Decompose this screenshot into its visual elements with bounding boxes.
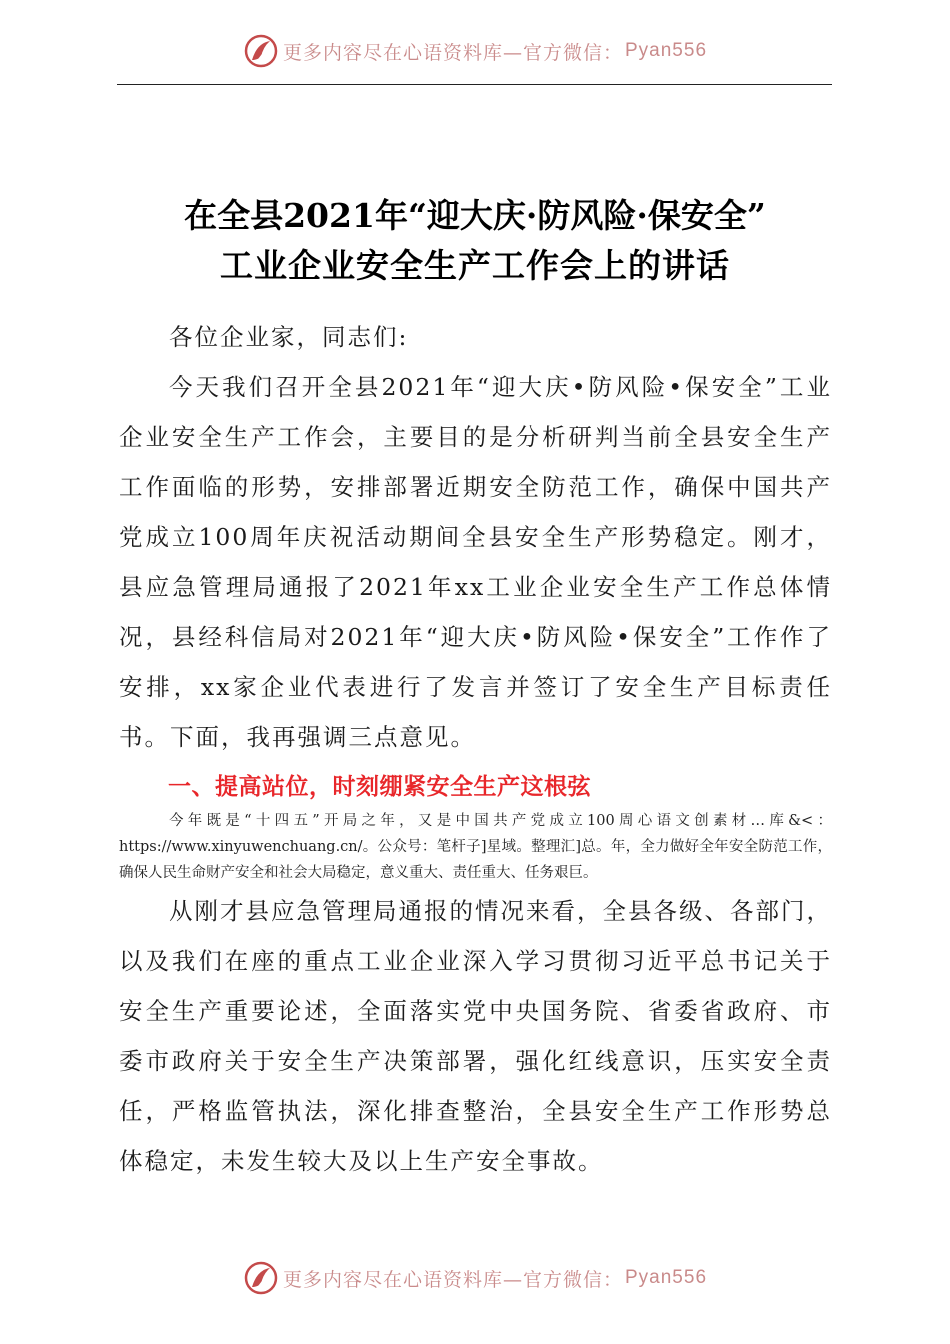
brand-logo-icon: [243, 33, 279, 69]
watermark-text: 更多内容尽在心语资料库—官方微信：: [282, 1268, 623, 1291]
footer-watermark: [0, 1253, 950, 1303]
watermark-wechat: Pyan556: [625, 1267, 708, 1288]
document-title-line1: 在全县2021年“迎大庆·防风险·保安全”: [184, 196, 766, 235]
paragraph-intro: 今天我们召开全县2021年“迎大庆•防风险•保安全”工业企业安全生产工作会，主要目的是分析研判当前全县安全生产工作面临的形势，安排部署近期安全防范工作，确保中国共产党成立100周年庆祝活动期间全县安全生产形势稳定。刚才，县应急管理局通报了2021年xx工业企业安全生产工作总体情况，县经科信局对2021年“迎大庆•防风险•保安全”工作作了安排，xx家企业代表进行了发言并签订了安全生产目标责任书。下面，我再强调三点意见。: [119, 373, 832, 751]
header-rule: [117, 84, 832, 85]
watermark-text: 更多内容尽在心语资料库—官方微信：: [282, 41, 623, 64]
salutation: 各位企业家，同志们:: [169, 323, 409, 351]
section-heading-1: 一、提高站位，时刻绷紧安全生产这根弦: [168, 774, 591, 800]
brand-logo-icon: [243, 1260, 279, 1296]
header-watermark: [0, 26, 950, 76]
section1-small-text: 今年既是“十四五”开局之年，又是中国共产党成立100周心语文创素材…库&<：https://www.xinyuwenchuang.cn/。公众号：笔杆子]星域。整理汇]总。年，全力做好全年安全防范工作，确保人民生命财产安全和社会大局稳定，意义重大、责任重大、任务艰巨。: [119, 813, 832, 881]
watermark-wechat: Pyan556: [625, 40, 708, 61]
paragraph-situation: 从刚才县应急管理局通报的情况来看，全县各级、各部门，以及我们在座的重点工业企业深入学习贯彻习近平总书记关于安全生产重要论述，全面落实党中央国务院、省委省政府、市委市政府关于安全生产决策部署，强化红线意识，压实安全责任，严格监管执法，深化排查整治，全县安全生产工作形势总体稳定，未发生较大及以上生产安全事故。: [119, 897, 832, 1175]
document-title-line2: 工业企业安全生产工作会上的讲话: [220, 246, 730, 285]
